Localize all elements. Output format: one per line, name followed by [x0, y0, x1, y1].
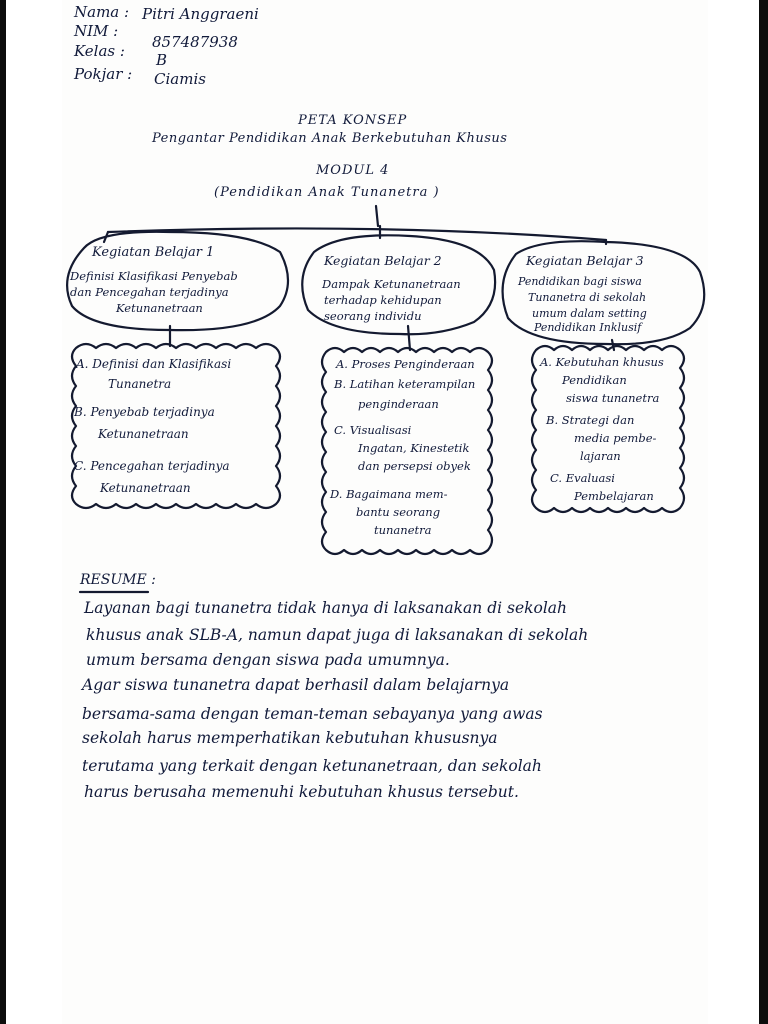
- nim-value: 857487938: [152, 33, 238, 51]
- resume-line: umum bersama dengan siswa pada umumnya.: [86, 651, 450, 669]
- kegiatan-2-desc-line: seorang individu: [324, 309, 422, 323]
- kegiatan-3-desc-line: umum dalam setting: [532, 307, 647, 320]
- resume-line: bersama-sama dengan teman-teman sebayanya yang awas: [82, 705, 543, 723]
- list-item: C. Evaluasi: [550, 471, 615, 485]
- list-item: penginderaan: [358, 397, 439, 411]
- list-item: Ingatan, Kinestetik: [358, 441, 470, 455]
- list-item: C. Visualisasi: [334, 423, 412, 437]
- kegiatan-3-desc-line: Pendidikan bagi siswa: [518, 275, 642, 288]
- kegiatan-3-title: Kegiatan Belajar 3: [526, 253, 644, 268]
- list-item: tunanetra: [374, 523, 432, 537]
- list-item: bantu seorang: [356, 505, 441, 519]
- kegiatan-2-title: Kegiatan Belajar 2: [324, 253, 442, 268]
- list-cloud-3: [532, 346, 684, 512]
- list-item: D. Bagaimana mem-: [330, 487, 448, 501]
- list-item: Pendidikan: [562, 373, 627, 387]
- title-line-4: (Pendidikan Anak Tunanetra ): [214, 185, 440, 200]
- resume-heading: RESUME :: [80, 572, 156, 588]
- list-item: A. Proses Penginderaan: [336, 357, 475, 371]
- title-line-3: MODUL 4: [316, 163, 390, 178]
- kegiatan-3-desc-line: Pendidikan Inklusif: [534, 321, 642, 334]
- nim-label: NIM :: [74, 22, 119, 40]
- kelas-label: Kelas :: [74, 42, 125, 60]
- connector-line-center: [376, 206, 378, 226]
- list-item: siswa tunanetra: [566, 391, 660, 405]
- kegiatan-1-title: Kegiatan Belajar 1: [92, 245, 215, 260]
- title-line-2: Pengantar Pendidikan Anak Berkebutuhan Khusus: [152, 131, 508, 146]
- pokjar-label: Pokjar :: [74, 65, 133, 83]
- list-item: B. Latihan keterampilan: [334, 377, 476, 391]
- resume-line: Agar siswa tunanetra dapat berhasil dalam belajarnya: [82, 676, 510, 694]
- kegiatan-2-desc-line: terhadap kehidupan: [324, 293, 442, 307]
- list-item: A. Definisi dan Klasifikasi: [76, 357, 232, 371]
- list-item: Pembelajaran: [574, 489, 654, 503]
- list-item: dan persepsi obyek: [358, 459, 471, 473]
- resume-line: Layanan bagi tunanetra tidak hanya di laksanakan di sekolah: [84, 599, 568, 617]
- resume-line: khusus anak SLB-A, namun dapat juga di laksanakan di sekolah: [86, 626, 589, 644]
- list-item: C. Pencegahan terjadinya: [74, 459, 230, 473]
- list-item: B. Strategi dan: [546, 413, 635, 427]
- connector-line-horizontal: [108, 228, 606, 240]
- resume-line: sekolah harus memperhatikan kebutuhan khususnya: [82, 729, 498, 747]
- name-value: Pitri Anggraeni: [142, 5, 259, 23]
- title-line-1: PETA KONSEP: [298, 113, 408, 128]
- name-label: Nama :: [74, 3, 130, 21]
- kegiatan-2-desc-line: Dampak Ketunanetraan: [322, 277, 461, 291]
- resume-line: terutama yang terkait dengan ketunanetraan, dan sekolah: [82, 757, 542, 775]
- list-item: media pembe-: [574, 431, 657, 445]
- kelas-value: B: [156, 51, 168, 69]
- list-item: Ketunanetraan: [98, 427, 189, 441]
- kegiatan-3-desc-line: Tunanetra di sekolah: [528, 291, 647, 304]
- list-item: Tunanetra: [108, 377, 172, 391]
- kegiatan-1-desc-line: Ketunanetraan: [116, 301, 203, 315]
- kegiatan-1-desc-line: Definisi Klasifikasi Penyebab: [70, 269, 238, 283]
- list-item: lajaran: [580, 449, 621, 463]
- kegiatan-1-desc-line: dan Pencegahan terjadinya: [70, 285, 229, 299]
- resume-line: harus berusaha memenuhi kebutuhan khusus tersebut.: [84, 783, 519, 801]
- list-item: A. Kebutuhan khusus: [540, 355, 664, 369]
- list-item: B. Penyebab terjadinya: [74, 405, 215, 419]
- connector-down-2: [408, 326, 410, 350]
- pokjar-value: Ciamis: [154, 70, 206, 88]
- list-item: Ketunanetraan: [100, 481, 191, 495]
